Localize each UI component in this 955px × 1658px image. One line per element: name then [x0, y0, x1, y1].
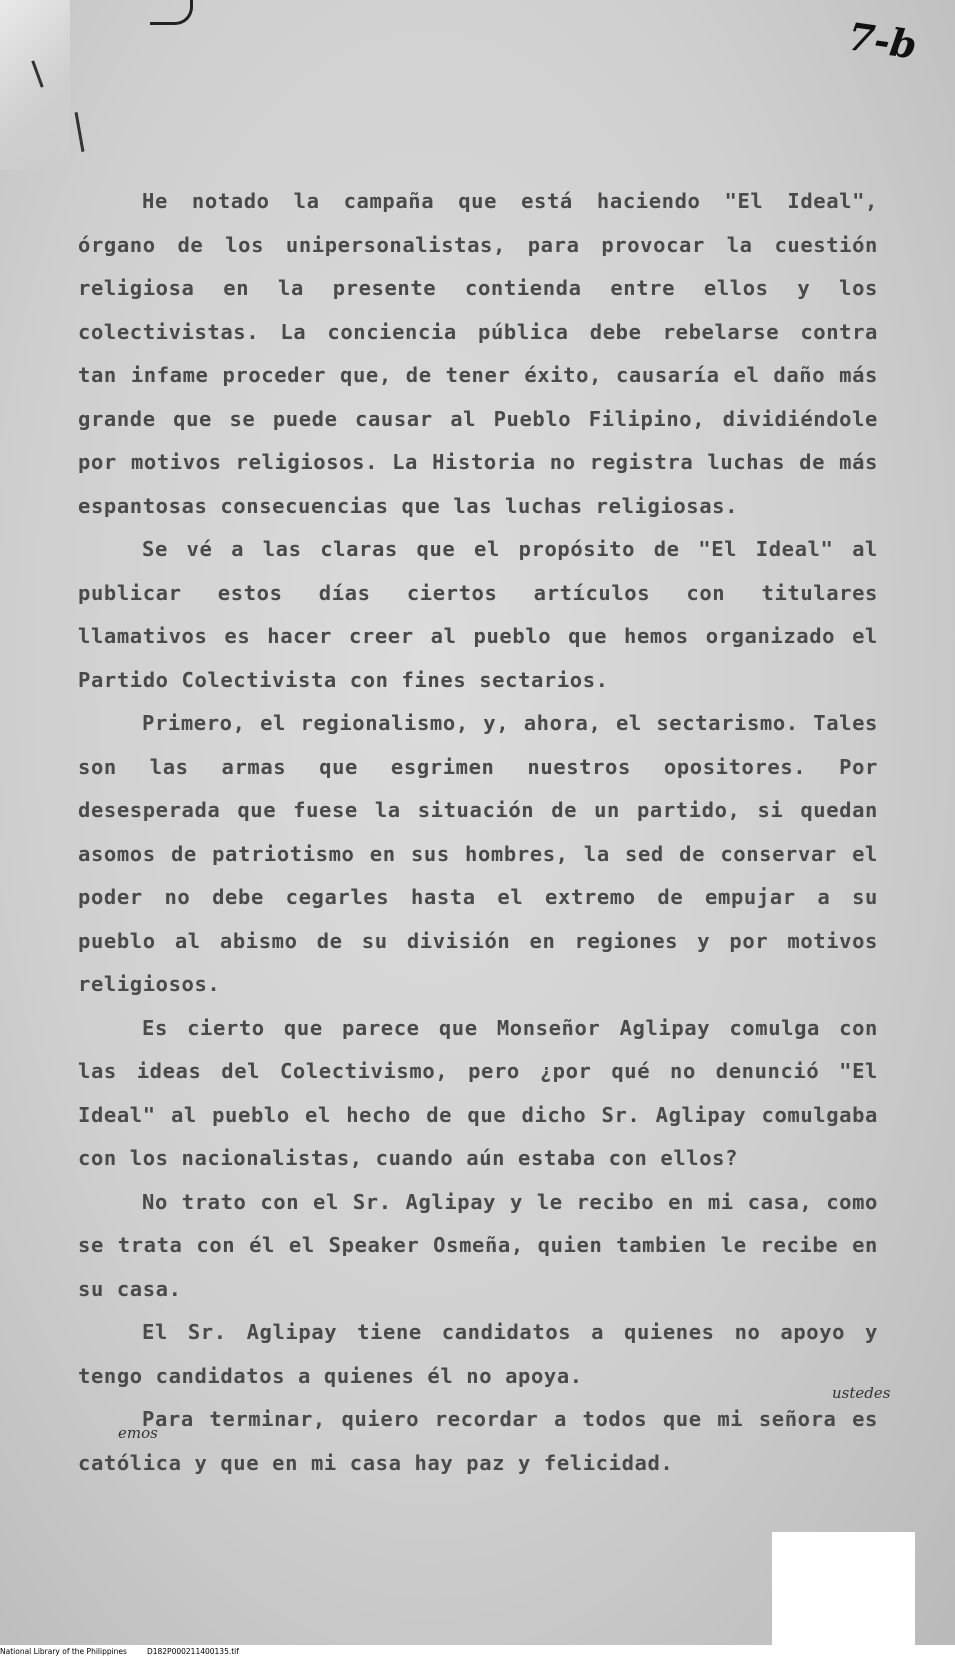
paragraph-2: Se vé a las claras que el propósito de "El Ideal" al publicar estos días ciertos artículos con titulares llamativos es hacer creer al pueblo que hemos organizado el Partido Colectivista con fines sectarios. — [78, 537, 891, 692]
page-corner-shadow — [0, 0, 70, 170]
paragraph-6: El Sr. Aglipay tiene candidatos a quienes no apoyo y tengo candidatos a quienes él no apoya. — [78, 1320, 891, 1388]
white-patch — [772, 1532, 915, 1652]
paragraph-3: Primero, el regionalismo, y, ahora, el sectarismo. Tales son las armas que esgrimen nuestros opositores. Por desesperada que fuese la situación de un partido, si quedan asomos de patriotismo en sus hombres, la sed de conservar el poder no debe cegarles hasta el extremo de empujar a su pueblo al abismo de su división en regiones y por motivos religiosos. — [78, 711, 891, 996]
handwritten-page-number: 7-b — [845, 13, 920, 68]
handwritten-correction-emos: emos — [118, 1424, 158, 1442]
paragraph-7: Para terminar, quiero recordar a todos que mi señora es católica y que en mi casa hay paz y felicidad. — [78, 1407, 891, 1475]
paragraph-4: Es cierto que parece que Monseñor Aglipay comulga con las ideas del Colectivismo, pero ¿por qué no denunció "El Ideal" al pueblo el hecho de que dicho Sr. Aglipay comulgaba con los nacionalistas, cuando aún estaba con ellos? — [78, 1015, 891, 1170]
footer-file-name: D182P000211400135.tif — [146, 1647, 239, 1656]
paragraph-5: No trato con el Sr. Aglipay y le recibo en mi casa, como se trata con él el Speaker Osmeña, quien tambien le recibe en su casa. — [78, 1189, 891, 1301]
typed-letter-body — [78, 180, 891, 1485]
handwritten-correction-ustedes: ustedes — [832, 1384, 891, 1402]
paragraph-1: He notado la campaña que está haciendo "El Ideal", órgano de los unipersonalistas, para provocar la cuestión religiosa en la presente contienda entre ellos y los colectivistas. La conciencia pública debe rebelarse contra tan infame proceder que, de tener éxito, causaría el daño más grande que se puede causar al Pueblo Filipino, dividiéndole por motivos religiosos. La Historia no registra luchas de más espantosas consecuencias que las luchas religiosas. — [78, 189, 891, 518]
top-ink-mark — [150, 0, 193, 25]
footer-library-name: National Library of the Philippines — [0, 1647, 127, 1656]
margin-tick-mark — [75, 112, 85, 152]
scan-footer — [0, 1645, 955, 1658]
